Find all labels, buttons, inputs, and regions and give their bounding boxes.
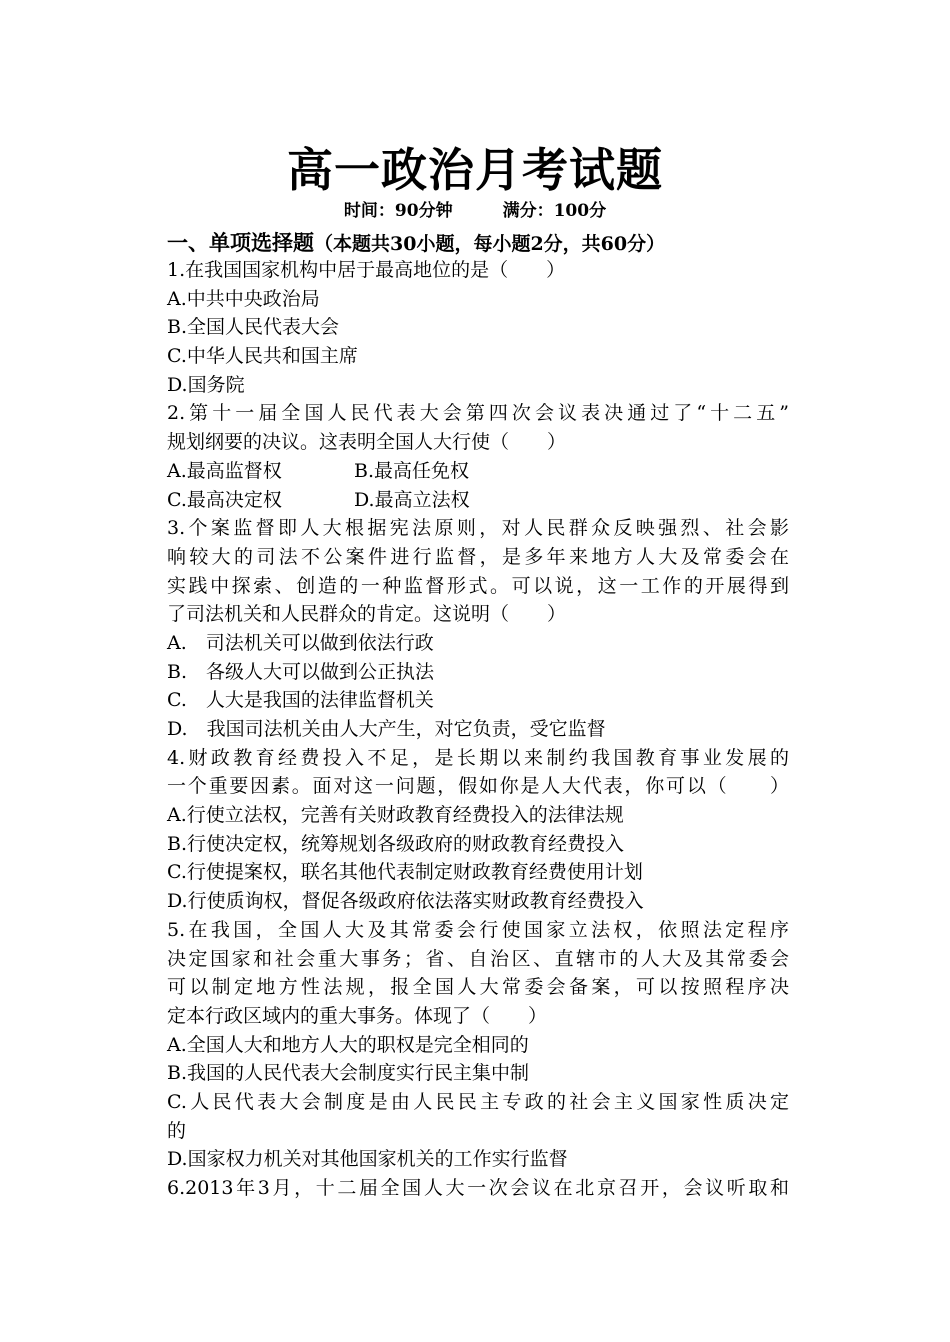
question-5-option-a: A.全国人大和地方人大的职权是完全相同的	[167, 1033, 529, 1056]
question-3-option-a: A. 司法机关可以做到依法行政	[167, 631, 434, 654]
score-label: 满分：100分	[502, 201, 607, 221]
question-4-stem-line-1: 4.财政教育经费投入不足，是长期以来制约我国教育事业发展的	[167, 746, 789, 769]
question-3-stem-line-3: 实践中探索、创造的一种监督形式。可以说，这一工作的开展得到	[167, 574, 789, 597]
question-3-option-d: D. 我国司法机关由人大产生，对它负责，受它监督	[167, 718, 606, 740]
question-3-option-b: B. 各级人大可以做到公正执法	[167, 660, 435, 683]
question-2-option-a: A.最高监督权	[167, 459, 282, 482]
question-4-option-c: C.行使提案权，联名其他代表制定财政教育经费使用计划	[167, 861, 643, 884]
question-1-option-b: B.全国人民代表大会	[167, 316, 340, 339]
question-4-stem-line-2: 一个重要因素。面对这一问题，假如你是人大代表，你可以（ ）	[167, 775, 789, 798]
question-4-option-b: B.行使决定权，统筹规划各级政府的财政教育经费投入	[167, 832, 625, 855]
question-3-stem-line-1: 3.个案监督即人大根据宪法原则，对人民群众反映强烈、社会影	[167, 517, 789, 540]
question-3-option-c: C. 人大是我国的法律监督机关	[167, 689, 434, 712]
question-1-option-d: D.国务院	[167, 373, 245, 396]
question-4-option-a: A.行使立法权，完善有关财政教育经费投入的法律法规	[167, 804, 624, 827]
page-title: 高一政治月考试题	[287, 143, 663, 197]
question-2-stem-line-2: 规划纲要的决议。这表明全国人大行使（ ）	[167, 431, 567, 454]
question-3-stem-line-2: 响较大的司法不公案件进行监督，是多年来地方人大及常委会在	[167, 545, 789, 568]
question-list	[167, 256, 789, 1203]
question-5-option-d: D.国家权力机关对其他国家机关的工作实行监督	[167, 1148, 568, 1171]
question-1-option-c: C.中华人民共和国主席	[167, 345, 358, 368]
question-2-options-row-2	[167, 486, 789, 515]
time-label: 时间：90分钟	[343, 201, 453, 221]
question-5-stem-line-1: 5.在我国，全国人大及其常委会行使国家立法权，依照法定程序	[167, 918, 789, 941]
question-5-option-b: B.我国的人民代表大会制度实行民主集中制	[167, 1062, 530, 1085]
question-2-option-c: C.最高决定权	[167, 488, 282, 511]
exam-meta	[0, 198, 950, 224]
question-4-option-d: D.行使质询权，督促各级政府依法落实财政教育经费投入	[167, 890, 644, 913]
question-5-option-c: C.人民代表大会制度是由人民民主专政的社会主义国家性质决定	[167, 1090, 789, 1113]
question-2-option-b: B.最高任免权	[354, 459, 470, 482]
question-6-stem-line-1: 6.2013年3月，十二届全国人大一次会议在北京召开，会议听取和	[167, 1177, 789, 1199]
question-3-stem-line-4: 了司法机关和人民群众的肯定。这说明（ ）	[167, 603, 567, 626]
question-5-stem-line-2: 决定国家和社会重大事务；省、自治区、直辖市的人大及其常委会	[167, 947, 789, 970]
question-2-stem-line-1: 2.第十一届全国人民代表大会第四次会议表决通过了“十二五”	[167, 402, 789, 425]
question-5-stem-line-3: 可以制定地方性法规，报全国人大常委会备案，可以按照程序决	[167, 976, 789, 999]
section-note: （本题共30小题，每小题2分，共60分）	[314, 233, 666, 255]
question-1-stem: 1.在我国国家机构中居于最高地位的是（ ）	[167, 259, 566, 281]
question-2-options-row-1	[167, 457, 789, 486]
question-5-option-c-continued: 的	[167, 1119, 187, 1142]
question-1-option-a: A.中共中央政治局	[167, 287, 320, 310]
question-5-stem-line-4: 定本行政区域内的重大事务。体现了（ ）	[167, 1004, 548, 1027]
question-2-option-d: D.最高立法权	[354, 488, 470, 511]
section-title: 一、单项选择题	[167, 230, 314, 255]
